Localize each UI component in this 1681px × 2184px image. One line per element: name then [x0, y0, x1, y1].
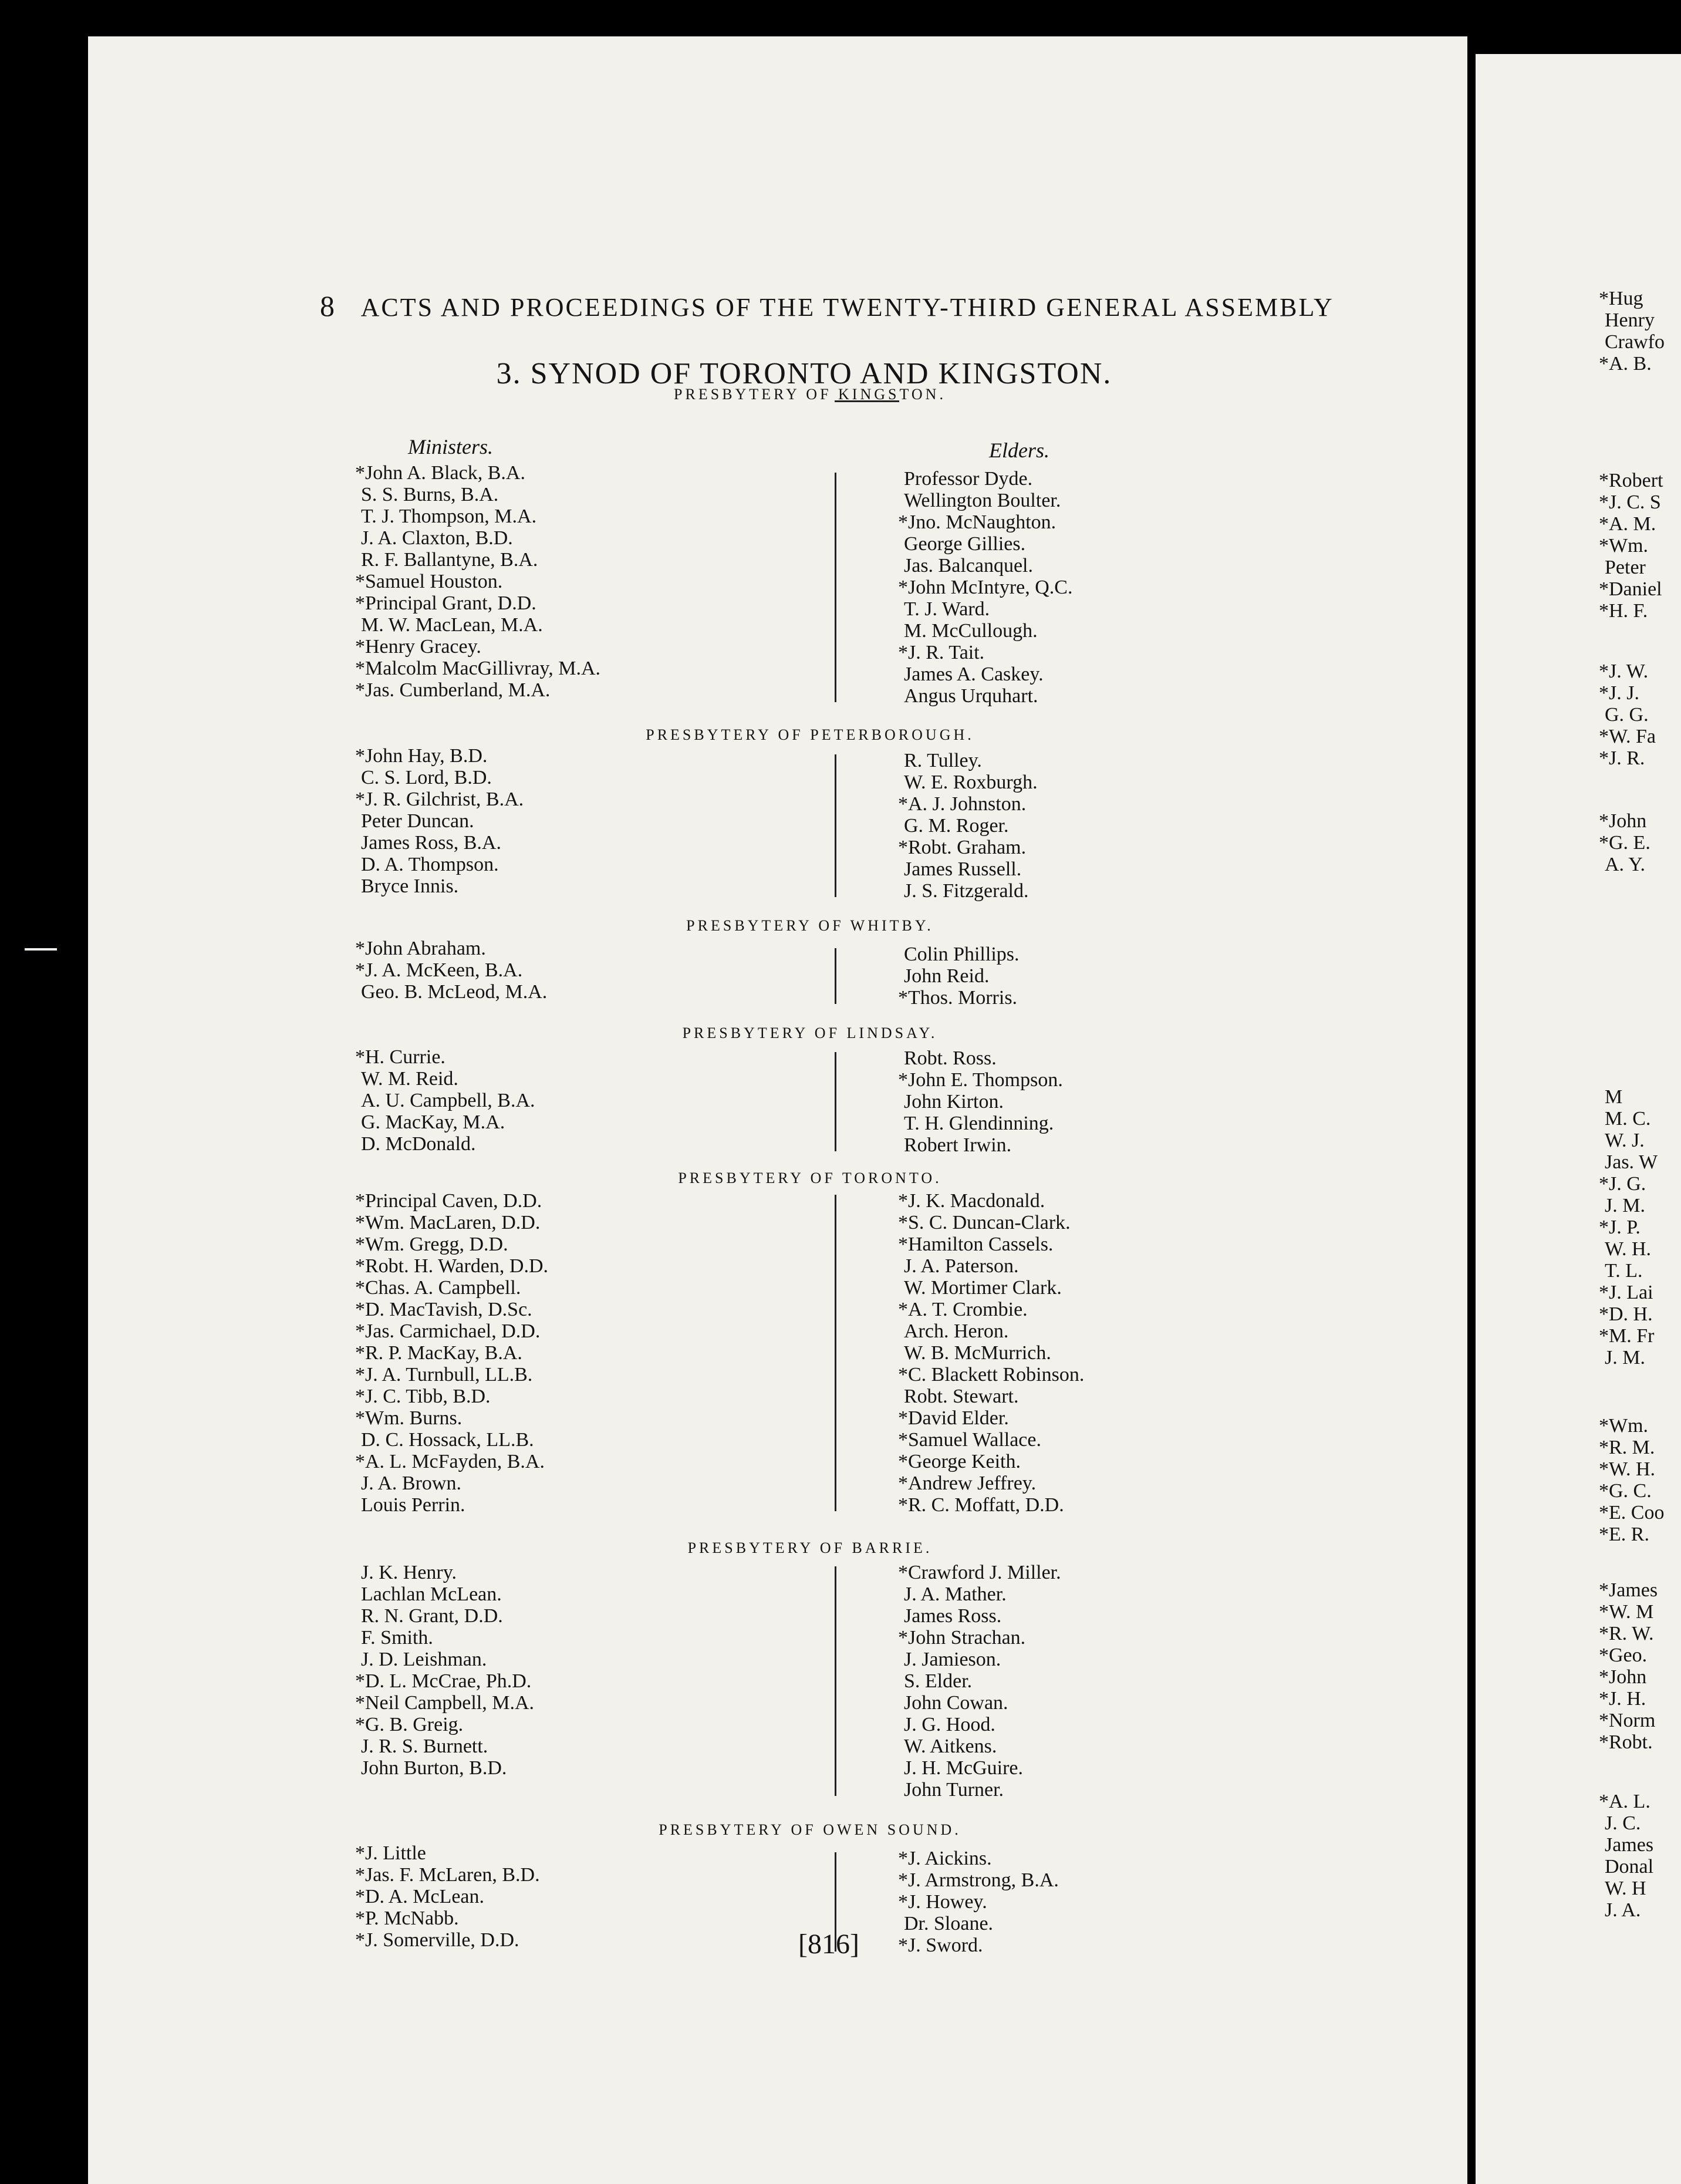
- minister-name: *Wm. MacLaren, D.D.: [355, 1212, 541, 1233]
- fragment-line: G. G.: [1605, 704, 1649, 726]
- minister-name: *Jas. Carmichael, D.D.: [355, 1320, 541, 1342]
- elder-name: Professor Dyde.: [904, 468, 1033, 490]
- fragment-line: *Robert: [1599, 470, 1663, 491]
- elder-name: J. G. Hood.: [904, 1714, 995, 1735]
- elder-name: *John McIntyre, Q.C.: [898, 577, 1073, 598]
- presbytery-title: PRESBYTERY OF WHITBY.: [686, 917, 934, 934]
- fragment-line: *E. R.: [1599, 1524, 1649, 1545]
- fragment-line: *Norm: [1599, 1710, 1656, 1731]
- elder-name: *C. Blackett Robinson.: [898, 1364, 1085, 1386]
- minister-name: J. D. Leishman.: [361, 1649, 487, 1670]
- fragment-line: *A. B.: [1599, 353, 1652, 375]
- elder-name: George Gillies.: [904, 533, 1026, 555]
- elder-name: *J. Sword.: [898, 1934, 983, 1956]
- fragment-line: J. C.: [1605, 1812, 1641, 1834]
- minister-name: J. R. S. Burnett.: [361, 1735, 488, 1757]
- minister-name: R. F. Ballantyne, B.A.: [361, 549, 538, 571]
- elder-name: *David Elder.: [898, 1407, 1009, 1429]
- elder-name: *J. Armstrong, B.A.: [898, 1869, 1059, 1891]
- minister-name: C. S. Lord, B.D.: [361, 767, 492, 788]
- elder-name: John Kirton.: [904, 1091, 1004, 1113]
- minister-name: A. U. Campbell, B.A.: [361, 1090, 535, 1111]
- elder-name: James Russell.: [904, 858, 1022, 880]
- minister-name: Louis Perrin.: [361, 1494, 465, 1516]
- minister-name: *Wm. Burns.: [355, 1407, 463, 1429]
- elder-name: M. McCullough.: [904, 620, 1038, 642]
- fragment-group: [1599, 660, 1656, 769]
- column-divider: [835, 754, 836, 897]
- elders-list: [898, 1562, 1061, 1801]
- fragment-line: *J. P.: [1599, 1216, 1641, 1238]
- elder-name: W. E. Roxburgh.: [904, 771, 1038, 793]
- elder-name: *R. C. Moffatt, D.D.: [898, 1494, 1064, 1516]
- minister-name: *Wm. Gregg, D.D.: [355, 1233, 508, 1255]
- minister-name: D. McDonald.: [361, 1133, 476, 1155]
- elder-name: *George Keith.: [898, 1451, 1021, 1472]
- elder-name: *Samuel Wallace.: [898, 1429, 1041, 1451]
- next-page-edge: [1476, 54, 1681, 2184]
- elder-name: *A. J. Johnston.: [898, 793, 1027, 815]
- ministers-list: [355, 1190, 548, 1516]
- minister-name: *Jas. F. McLaren, B.D.: [355, 1864, 540, 1886]
- elder-name: *Crawford J. Miller.: [898, 1562, 1061, 1583]
- minister-name: *John Abraham.: [355, 938, 486, 959]
- minister-name: T. J. Thompson, M.A.: [361, 505, 537, 527]
- minister-name: Peter Duncan.: [361, 810, 474, 832]
- elders-list: [898, 1047, 1063, 1156]
- minister-name: Bryce Innis.: [361, 875, 459, 897]
- elder-name: J. S. Fitzgerald.: [904, 880, 1029, 902]
- scan-mark: [25, 948, 57, 951]
- minister-name: W. M. Reid.: [361, 1068, 458, 1090]
- minister-name: *H. Currie.: [355, 1046, 445, 1068]
- minister-name: *R. P. MacKay, B.A.: [355, 1342, 522, 1364]
- minister-name: *D. A. McLean.: [355, 1886, 485, 1907]
- fragment-line: *J. H.: [1599, 1688, 1646, 1710]
- fragment-line: *H. F.: [1599, 600, 1648, 622]
- fragment-line: T. L.: [1605, 1260, 1643, 1282]
- minister-name: J. A. Brown.: [361, 1472, 461, 1494]
- fragment-group: [1599, 1086, 1658, 1369]
- fragment-line: *Hug: [1599, 288, 1643, 309]
- fragment-line: *John: [1599, 1666, 1647, 1688]
- fragment-line: *J. W.: [1599, 660, 1649, 682]
- elder-name: T. H. Glendinning.: [904, 1113, 1054, 1134]
- presbytery-title: PRESBYTERY OF TORONTO.: [678, 1169, 942, 1187]
- minister-name: *J. C. Tibb, B.D.: [355, 1386, 491, 1407]
- elder-name: James Ross.: [904, 1605, 1002, 1627]
- minister-name: *D. L. McCrae, Ph.D.: [355, 1670, 532, 1692]
- elder-name: John Reid.: [904, 965, 990, 987]
- minister-name: *Henry Gracey.: [355, 636, 481, 658]
- elder-name: *J. Howey.: [898, 1891, 987, 1913]
- presbytery-title: PRESBYTERY OF LINDSAY.: [682, 1024, 938, 1042]
- fragment-line: *J. C. S: [1599, 491, 1661, 513]
- fragment-line: *J. J.: [1599, 682, 1639, 704]
- fragment-line: *J. G.: [1599, 1173, 1646, 1195]
- minister-name: F. Smith.: [361, 1627, 433, 1649]
- elder-name: Dr. Sloane.: [904, 1913, 994, 1934]
- ministers-list: [355, 745, 524, 897]
- elder-name: Robert Irwin.: [904, 1134, 1012, 1156]
- elder-name: *Hamilton Cassels.: [898, 1233, 1054, 1255]
- minister-name: James Ross, B.A.: [361, 832, 501, 854]
- fragment-line: *John: [1599, 810, 1647, 832]
- fragment-line: *G. C.: [1599, 1480, 1652, 1502]
- elder-name: J. Jamieson.: [904, 1649, 1001, 1670]
- minister-name: *Robt. H. Warden, D.D.: [355, 1255, 549, 1277]
- fragment-line: Jas. W: [1605, 1151, 1658, 1173]
- elder-name: Arch. Heron.: [904, 1320, 1009, 1342]
- minister-name: *Principal Caven, D.D.: [355, 1190, 542, 1212]
- fragment-line: M: [1605, 1086, 1623, 1108]
- elder-name: J. A. Paterson.: [904, 1255, 1019, 1277]
- fragment-group: [1599, 810, 1650, 875]
- minister-name: *Jas. Cumberland, M.A.: [355, 679, 551, 701]
- elder-name: Jas. Balcanquel.: [904, 555, 1033, 577]
- fragment-line: *M. Fr: [1599, 1325, 1655, 1347]
- elder-name: Robt. Stewart.: [904, 1386, 1019, 1407]
- presbytery-title: PRESBYTERY OF OWEN SOUND.: [659, 1821, 961, 1838]
- minister-name: *John Hay, B.D.: [355, 745, 488, 767]
- column-divider: [835, 1195, 836, 1511]
- elder-name: Angus Urquhart.: [904, 685, 1038, 707]
- fragment-line: *A. M.: [1599, 513, 1656, 535]
- elders-list: [898, 1190, 1084, 1516]
- minister-name: *Neil Campbell, M.A.: [355, 1692, 535, 1714]
- presbytery-title: PRESBYTERY OF PETERBOROUGH.: [646, 726, 974, 743]
- fragment-line: *E. Coo: [1599, 1502, 1665, 1524]
- minister-name: Lachlan McLean.: [361, 1583, 502, 1605]
- synod-title: 3. SYNOD OF TORONTO AND KINGSTON.: [496, 357, 1112, 390]
- column-divider: [835, 1566, 836, 1796]
- fragment-line: *W. M: [1599, 1601, 1654, 1623]
- minister-name: *G. B. Greig.: [355, 1714, 464, 1735]
- elder-name: J. A. Mather.: [904, 1583, 1007, 1605]
- elder-name: W. B. McMurrich.: [904, 1342, 1051, 1364]
- fragment-line: Peter: [1605, 557, 1646, 578]
- elder-name: G. M. Roger.: [904, 815, 1009, 837]
- minister-name: Geo. B. McLeod, M.A.: [361, 981, 548, 1003]
- elders-header: Elders.: [989, 439, 1049, 462]
- minister-name: G. MacKay, M.A.: [361, 1111, 505, 1133]
- minister-name: *J. A. McKeen, B.A.: [355, 959, 523, 981]
- elder-name: *John E. Thompson.: [898, 1069, 1063, 1091]
- elder-name: R. Tulley.: [904, 750, 982, 771]
- elder-name: *S. C. Duncan-Clark.: [898, 1212, 1071, 1233]
- elder-name: *J. R. Tait.: [898, 642, 985, 663]
- fragment-line: Donal: [1605, 1856, 1654, 1878]
- elder-name: *Robt. Graham.: [898, 837, 1027, 858]
- elders-list: [898, 1848, 1059, 1956]
- minister-name: J. A. Claxton, B.D.: [361, 527, 513, 549]
- fragment-line: *R. W.: [1599, 1623, 1654, 1644]
- minister-name: M. W. MacLean, M.A.: [361, 614, 543, 636]
- fragment-line: *James: [1599, 1579, 1658, 1601]
- minister-name: *Malcolm MacGillivray, M.A.: [355, 658, 600, 679]
- ministers-list: [355, 1842, 540, 1951]
- page-number: 8: [320, 289, 336, 322]
- elder-name: *J. K. Macdonald.: [898, 1190, 1045, 1212]
- elders-list: [898, 750, 1038, 902]
- fragment-group: [1599, 1579, 1658, 1753]
- elder-name: S. Elder.: [904, 1670, 973, 1692]
- ministers-list: [355, 1562, 534, 1779]
- minister-name: *A. L. McFayden, B.A.: [355, 1451, 545, 1472]
- minister-name: J. K. Henry.: [361, 1562, 457, 1583]
- fragment-line: Crawfo: [1605, 331, 1665, 353]
- minister-name: *J. A. Turnbull, LL.B.: [355, 1364, 533, 1386]
- elder-name: *A. T. Crombie.: [898, 1299, 1028, 1320]
- fragment-line: *W. Fa: [1599, 726, 1656, 747]
- minister-name: *J. Somerville, D.D.: [355, 1929, 519, 1951]
- minister-name: R. N. Grant, D.D.: [361, 1605, 503, 1627]
- fragment-line: J. M.: [1605, 1347, 1645, 1369]
- fragment-line: J. A.: [1605, 1899, 1641, 1921]
- ministers-list: [355, 462, 600, 701]
- minister-name: D. A. Thompson.: [361, 854, 499, 875]
- minister-name: D. C. Hossack, LL.B.: [361, 1429, 534, 1451]
- fragment-line: *Robt.: [1599, 1731, 1653, 1753]
- elder-name: *Thos. Morris.: [898, 987, 1018, 1009]
- minister-name: *Samuel Houston.: [355, 571, 503, 592]
- elder-name: *John Strachan.: [898, 1627, 1026, 1649]
- elder-name: Robt. Ross.: [904, 1047, 997, 1069]
- minister-name: *John A. Black, B.A.: [355, 462, 525, 484]
- elder-name: *Jno. McNaughton.: [898, 511, 1056, 533]
- elder-name: *Andrew Jeffrey.: [898, 1472, 1037, 1494]
- minister-name: John Burton, B.D.: [361, 1757, 507, 1779]
- fragment-line: *J. R.: [1599, 747, 1645, 769]
- running-header: [320, 289, 1406, 323]
- fragment-group: [1599, 1791, 1653, 1921]
- fragment-line: W. H: [1605, 1878, 1646, 1899]
- column-divider: [835, 948, 836, 1004]
- minister-name: *J. Little: [355, 1842, 426, 1864]
- minister-name: *J. R. Gilchrist, B.A.: [355, 788, 524, 810]
- fragment-line: *A. L.: [1599, 1791, 1650, 1812]
- minister-name: *Principal Grant, D.D.: [355, 592, 536, 614]
- elder-name: Colin Phillips.: [904, 943, 1020, 965]
- fragment-line: *D. H.: [1599, 1303, 1653, 1325]
- fragment-line: W. J.: [1605, 1130, 1645, 1151]
- minister-name: S. S. Burns, B.A.: [361, 484, 499, 505]
- fragment-line: A. Y.: [1605, 854, 1645, 875]
- fragment-line: *G. E.: [1599, 832, 1650, 854]
- fragment-line: Henry: [1605, 309, 1655, 331]
- minister-name: *D. MacTavish, D.Sc.: [355, 1299, 532, 1320]
- elder-name: John Cowan.: [904, 1692, 1008, 1714]
- fragment-line: *Wm.: [1599, 535, 1649, 557]
- fragment-line: *Daniel: [1599, 578, 1662, 600]
- fragment-line: *R. M.: [1599, 1437, 1655, 1458]
- fragment-line: *Wm.: [1599, 1415, 1649, 1437]
- left-page: [88, 36, 1467, 2184]
- elder-name: John Turner.: [904, 1779, 1004, 1801]
- presbytery-title: PRESBYTERY OF KINGSTON.: [674, 386, 946, 403]
- elder-name: James A. Caskey.: [904, 663, 1044, 685]
- elder-name: Wellington Boulter.: [904, 490, 1061, 511]
- elder-name: W. Mortimer Clark.: [904, 1277, 1062, 1299]
- ministers-header: Ministers.: [408, 435, 494, 459]
- footer-page-number: [816]: [798, 1929, 859, 1960]
- ministers-list: [355, 1046, 535, 1155]
- column-divider: [835, 1052, 836, 1151]
- minister-name: *Chas. A. Campbell.: [355, 1277, 521, 1299]
- running-title: ACTS AND PROCEEDINGS OF THE TWENTY-THIRD GENERAL ASSEMBLY: [360, 293, 1334, 322]
- fragment-group: [1599, 288, 1665, 375]
- fragment-line: *W. H.: [1599, 1458, 1656, 1480]
- fragment-line: *Geo.: [1599, 1644, 1648, 1666]
- fragment-line: James: [1605, 1834, 1654, 1856]
- fragment-group: [1599, 470, 1663, 622]
- elder-name: J. H. McGuire.: [904, 1757, 1024, 1779]
- elders-list: [898, 943, 1020, 1009]
- elder-name: W. Aitkens.: [904, 1735, 997, 1757]
- fragment-group: [1599, 1415, 1664, 1545]
- elder-name: T. J. Ward.: [904, 598, 990, 620]
- column-divider: [835, 473, 836, 702]
- fragment-line: M. C.: [1605, 1108, 1651, 1130]
- fragment-line: W. H.: [1605, 1238, 1652, 1260]
- elder-name: *J. Aickins.: [898, 1848, 992, 1869]
- ministers-list: [355, 938, 547, 1003]
- presbytery-title: PRESBYTERY OF BARRIE.: [687, 1539, 933, 1556]
- fragment-line: *J. Lai: [1599, 1282, 1653, 1303]
- minister-name: *P. McNabb.: [355, 1907, 459, 1929]
- elders-list: [898, 468, 1072, 707]
- fragment-line: J. M.: [1605, 1195, 1645, 1216]
